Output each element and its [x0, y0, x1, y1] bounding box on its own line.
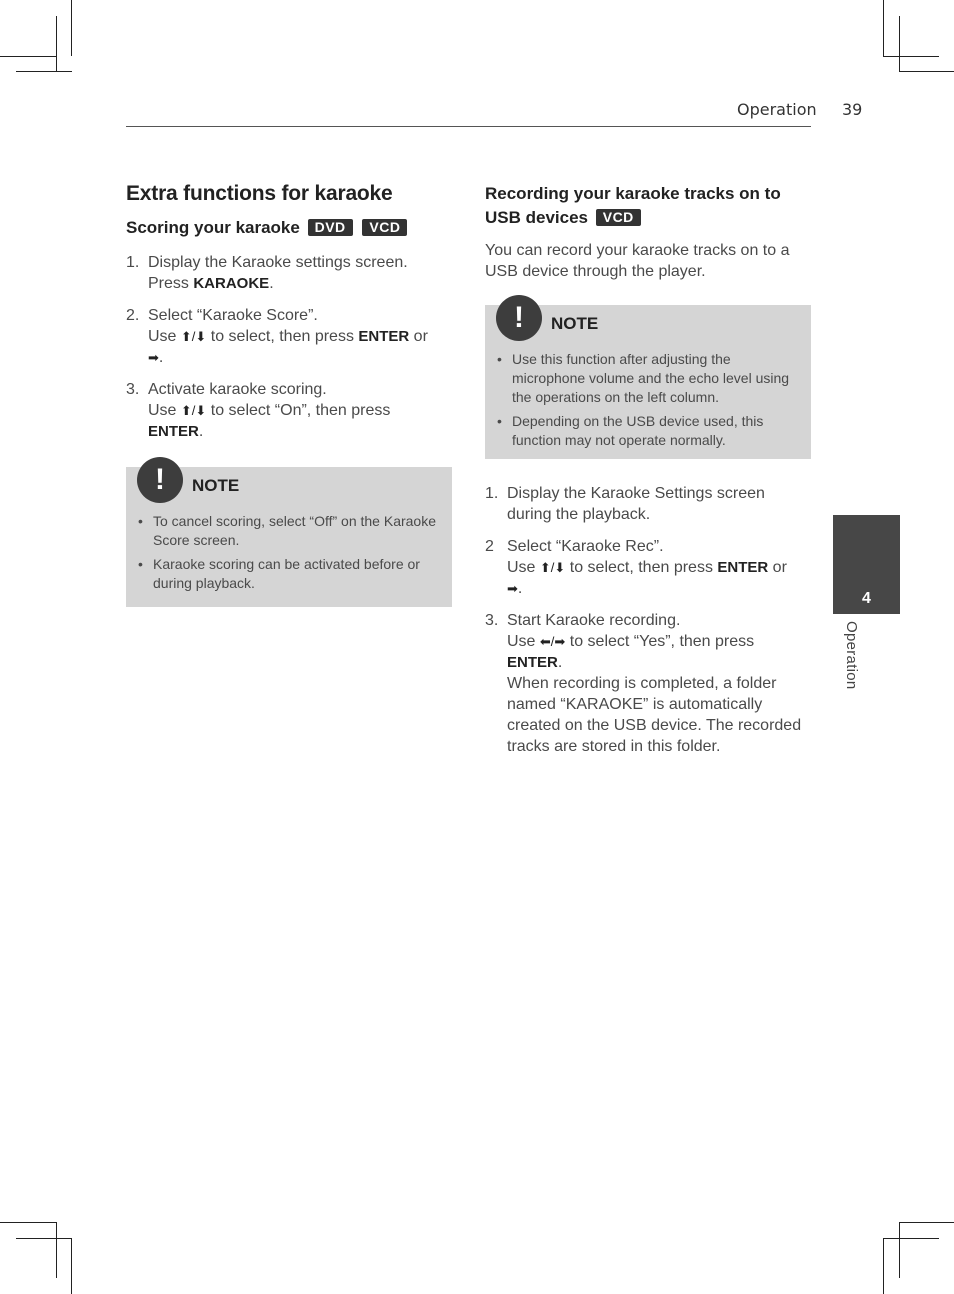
right-column — [485, 182, 811, 282]
note-item: • Use this function after adjusting the microphone volume and the echo level using the operations on the left column. — [497, 350, 803, 407]
scoring-steps — [126, 252, 452, 442]
karaoke-key: KARAOKE — [193, 275, 270, 292]
crop-mark — [883, 56, 939, 57]
up-down-arrow-icon: ⬆/⬇ — [539, 560, 566, 575]
step-text: Activate karaoke scoring. — [148, 381, 327, 398]
step-text: Select “Karaoke Score”. — [148, 307, 318, 324]
step-instruction-text: to select “On”, then press — [206, 402, 391, 419]
note-list — [138, 512, 444, 598]
chapter-number: 4 — [862, 590, 871, 607]
step-instruction-text: Use — [148, 402, 181, 419]
recording-step-1 — [485, 483, 811, 525]
step-number: 3. — [126, 381, 140, 398]
recording-steps — [485, 483, 811, 757]
scoring-step-2 — [126, 305, 452, 368]
right-arrow-icon: ➡ — [507, 581, 518, 596]
vcd-badge: VCD — [362, 219, 407, 236]
crop-mark — [71, 1238, 72, 1294]
recording-step-3 — [485, 610, 811, 757]
step-instruction-text: Press — [148, 275, 194, 292]
scoring-note-box — [126, 463, 452, 607]
step-text: Select “Karaoke Rec”. — [507, 538, 664, 555]
step-instruction — [148, 400, 452, 421]
running-header-section: Operation — [737, 100, 817, 119]
crop-mark — [56, 1222, 57, 1278]
step-text: Start Karaoke recording. — [507, 612, 681, 629]
note-list — [497, 350, 803, 455]
step-instruction-text: to select “Yes”, then press — [565, 633, 755, 650]
crop-mark — [899, 16, 900, 72]
enter-key: ENTER — [507, 654, 558, 671]
step-instruction — [148, 347, 452, 368]
scoring-step-3 — [126, 379, 452, 442]
step-instruction-text: to select, then press — [565, 559, 718, 576]
step-text: Display the Karaoke settings screen. — [148, 254, 408, 271]
chapter-label: Operation — [843, 621, 860, 690]
note-item: • Depending on the USB device used, this function may not operate normally. — [497, 412, 803, 450]
step-instruction — [507, 652, 811, 673]
step-instruction-text: . — [269, 275, 274, 292]
right-arrow-icon: ➡ — [148, 350, 159, 365]
crop-mark — [883, 1238, 939, 1239]
scoring-subheading — [126, 216, 452, 240]
step-instruction — [507, 631, 811, 652]
vcd-badge: VCD — [596, 209, 641, 226]
step-instruction-text: . — [557, 654, 563, 671]
recording-heading-line1: Recording your karaoke tracks on to — [485, 184, 781, 203]
step-instruction-text: or — [768, 559, 787, 576]
crop-mark — [0, 56, 56, 57]
step-number: 2 — [485, 538, 494, 555]
enter-key: ENTER — [358, 328, 410, 345]
crop-mark — [16, 1238, 72, 1239]
step-instruction — [148, 421, 452, 442]
crop-mark — [883, 1238, 884, 1294]
recording-heading — [485, 182, 811, 230]
crop-mark — [899, 71, 954, 72]
crop-mark — [56, 16, 57, 72]
header-rule — [126, 126, 811, 127]
step-instruction — [148, 273, 452, 294]
step-result-text: When recording is completed, a folder named “KARAOKE” is automatically created on the USB device. The recorded tracks are stored in this folder. — [507, 675, 802, 755]
step-instruction — [148, 326, 452, 347]
crop-mark — [899, 1222, 954, 1223]
step-instruction-text: Use — [507, 633, 540, 650]
recording-step-2 — [485, 536, 811, 599]
chapter-tab — [833, 515, 900, 614]
crop-mark — [0, 1222, 56, 1223]
enter-key: ENTER — [148, 423, 199, 440]
step-instruction-text: . — [517, 580, 523, 597]
crop-mark — [883, 0, 884, 56]
up-down-arrow-icon: ⬆/⬇ — [180, 329, 207, 344]
note-item: • Karaoke scoring can be activated before or during playback. — [138, 555, 444, 593]
step-instruction-text: . — [198, 423, 204, 440]
step-number: 3. — [485, 612, 499, 629]
step-instruction-text: Use — [507, 559, 540, 576]
recording-heading-line2: USB devices — [485, 208, 588, 227]
step-instruction — [507, 557, 811, 578]
step-instruction-text: or — [409, 328, 428, 345]
note-title: NOTE — [551, 314, 599, 333]
crop-mark — [71, 0, 72, 56]
scoring-subheading-text: Scoring your karaoke — [126, 218, 300, 237]
left-column — [126, 182, 452, 442]
enter-key: ENTER — [717, 559, 769, 576]
note-item: • To cancel scoring, select “Off” on the Karaoke Score screen. — [138, 512, 444, 550]
scoring-step-1 — [126, 252, 452, 294]
page-number: 39 — [842, 100, 863, 119]
exclamation-icon: ! — [137, 457, 183, 503]
step-text: Display the Karaoke Settings screen during the playback. — [507, 485, 765, 523]
recording-note-box — [485, 301, 811, 459]
step-instruction-text: . — [158, 349, 164, 366]
crop-mark — [16, 71, 72, 72]
crop-mark — [899, 1222, 900, 1278]
up-down-arrow-icon: ⬆/⬇ — [180, 403, 207, 418]
left-right-arrow-icon: ⬅/➡ — [539, 634, 566, 649]
dvd-badge: DVD — [308, 219, 353, 236]
step-instruction-text: to select, then press — [206, 328, 359, 345]
step-number: 1. — [126, 254, 140, 271]
recording-intro: You can record your karaoke tracks on to a USB device through the player. — [485, 242, 790, 280]
section-title: Extra functions for karaoke — [126, 182, 393, 205]
step-instruction — [507, 578, 811, 599]
exclamation-icon: ! — [496, 295, 542, 341]
step-number: 2. — [126, 307, 140, 324]
step-instruction-text: Use — [148, 328, 181, 345]
note-title: NOTE — [192, 476, 240, 495]
step-number: 1. — [485, 485, 499, 502]
